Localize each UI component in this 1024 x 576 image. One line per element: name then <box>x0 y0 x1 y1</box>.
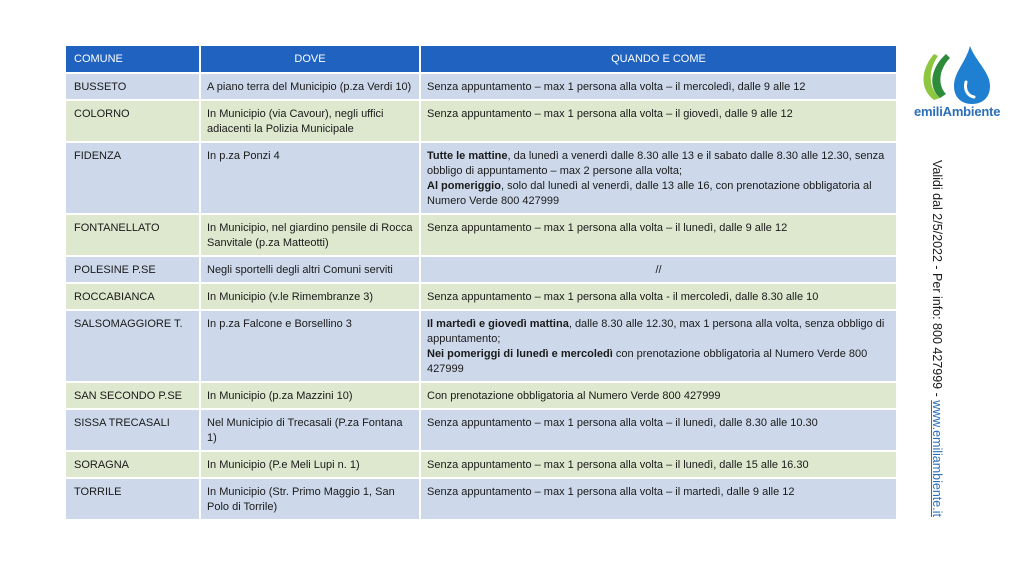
table-header-row <box>66 46 898 74</box>
cell-dove: A piano terra del Municipio (p.za Verdi 10) <box>201 74 421 101</box>
cell-dove: In p.za Falcone e Borsellino 3 <box>201 311 421 383</box>
cell-dove: In Municipio (via Cavour), negli uffici adiacenti la Polizia Municipale <box>201 101 421 143</box>
side-note-text: Validi dal 2/5/2022 - Per info: 800 427999 - <box>930 160 944 401</box>
cell-quando <box>421 383 898 410</box>
quando-segment: Nei pomeriggi di lunedì e mercoledì <box>427 348 613 360</box>
quando-segment: Senza appuntamento – max 1 persona alla volta – il lunedì, dalle 9 alle 12 <box>427 222 788 234</box>
quando-segment: , da lunedì a venerdì dalle 8.30 alle 13 e il sabato dalle 8.30 alle 12.30, senza obbligo di appuntamento – max 2 persone alla volta; <box>427 150 885 177</box>
quando-segment: , dalle 8.30 alle 12.30, max 1 persona alla volta, senza obbligo di appuntamento; <box>427 318 885 345</box>
cell-comune: POLESINE P.SE <box>66 257 201 284</box>
website-link[interactable]: www.emiliambiente.it <box>930 400 944 517</box>
table-row <box>66 452 898 479</box>
table-row <box>66 215 898 257</box>
quando-segment: Il martedì e giovedì mattina <box>427 318 569 330</box>
cell-quando <box>421 479 898 521</box>
cell-quando <box>421 311 898 383</box>
cell-dove: In Municipio, nel giardino pensile di Rocca Sanvitale (p.za Matteotti) <box>201 215 421 257</box>
cell-comune: SALSOMAGGIORE T. <box>66 311 201 383</box>
quando-segment: Al pomeriggio <box>427 180 501 192</box>
cell-quando <box>421 452 898 479</box>
schedule-table <box>66 46 898 521</box>
table-row <box>66 257 898 284</box>
quando-segment: Senza appuntamento – max 1 persona alla volta – il mercoledì, dalle 9 alle 12 <box>427 81 806 93</box>
cell-quando <box>421 74 898 101</box>
table-row <box>66 284 898 311</box>
cell-comune: BUSSETO <box>66 74 201 101</box>
quando-segment: Senza appuntamento – max 1 persona alla volta - il mercoledì, dalle 8.30 alle 10 <box>427 291 819 303</box>
cell-dove: In Municipio (Str. Primo Maggio 1, San Polo di Torrile) <box>201 479 421 521</box>
table-row <box>66 74 898 101</box>
table-row <box>66 479 898 521</box>
table-row <box>66 311 898 383</box>
cell-dove: In Municipio (v.le Rimembranze 3) <box>201 284 421 311</box>
quando-segment: // <box>655 264 662 276</box>
table-row <box>66 410 898 452</box>
cell-dove: In Municipio (p.za Mazzini 10) <box>201 383 421 410</box>
cell-comune: SISSA TRECASALI <box>66 410 201 452</box>
table-row <box>66 143 898 215</box>
quando-segment: Senza appuntamento – max 1 persona alla volta – il lunedì, dalle 15 alle 16.30 <box>427 459 809 471</box>
side-note <box>924 160 944 520</box>
cell-dove: In Municipio (P.e Meli Lupi n. 1) <box>201 452 421 479</box>
header-comune: COMUNE <box>66 46 201 74</box>
quando-segment: Senza appuntamento – max 1 persona alla volta – il lunedì, dalle 8.30 alle 10.30 <box>427 417 818 429</box>
cell-comune: COLORNO <box>66 101 201 143</box>
cell-comune: SAN SECONDO P.SE <box>66 383 201 410</box>
cell-quando <box>421 284 898 311</box>
cell-comune: TORRILE <box>66 479 201 521</box>
quando-segment: Senza appuntamento – max 1 persona alla volta – il giovedì, dalle 9 alle 12 <box>427 108 793 120</box>
header-quando: QUANDO E COME <box>421 46 898 74</box>
cell-dove: Negli sportelli degli altri Comuni serviti <box>201 257 421 284</box>
cell-comune: FIDENZA <box>66 143 201 215</box>
quando-segment: Senza appuntamento – max 1 persona alla volta – il martedì, dalle 9 alle 12 <box>427 486 795 498</box>
cell-comune: ROCCABIANCA <box>66 284 201 311</box>
header-dove: DOVE <box>201 46 421 74</box>
logo-drop-icon <box>910 40 1010 110</box>
schedule-table-container <box>66 46 898 521</box>
cell-quando <box>421 410 898 452</box>
cell-quando <box>421 101 898 143</box>
cell-quando <box>421 257 898 284</box>
quando-segment: , solo dal lunedì al venerdì, dalle 13 alle 16, con prenotazione obbligatoria al Numero Verde 800 427999 <box>427 180 872 207</box>
quando-segment: con prenotazione obbligatoria al Numero Verde 800 427999 <box>427 348 868 375</box>
cell-dove: Nel Municipio di Trecasali (P.za Fontana 1) <box>201 410 421 452</box>
cell-comune: SORAGNA <box>66 452 201 479</box>
logo-wordmark: emiliAmbiente <box>914 104 1001 119</box>
quando-segment: Con prenotazione obbligatoria al Numero Verde 800 427999 <box>427 390 721 402</box>
cell-comune: FONTANELLATO <box>66 215 201 257</box>
table-row <box>66 383 898 410</box>
table-row <box>66 101 898 143</box>
quando-segment: Tutte le mattine <box>427 150 508 162</box>
cell-quando <box>421 215 898 257</box>
cell-dove: In p.za Ponzi 4 <box>201 143 421 215</box>
cell-quando <box>421 143 898 215</box>
